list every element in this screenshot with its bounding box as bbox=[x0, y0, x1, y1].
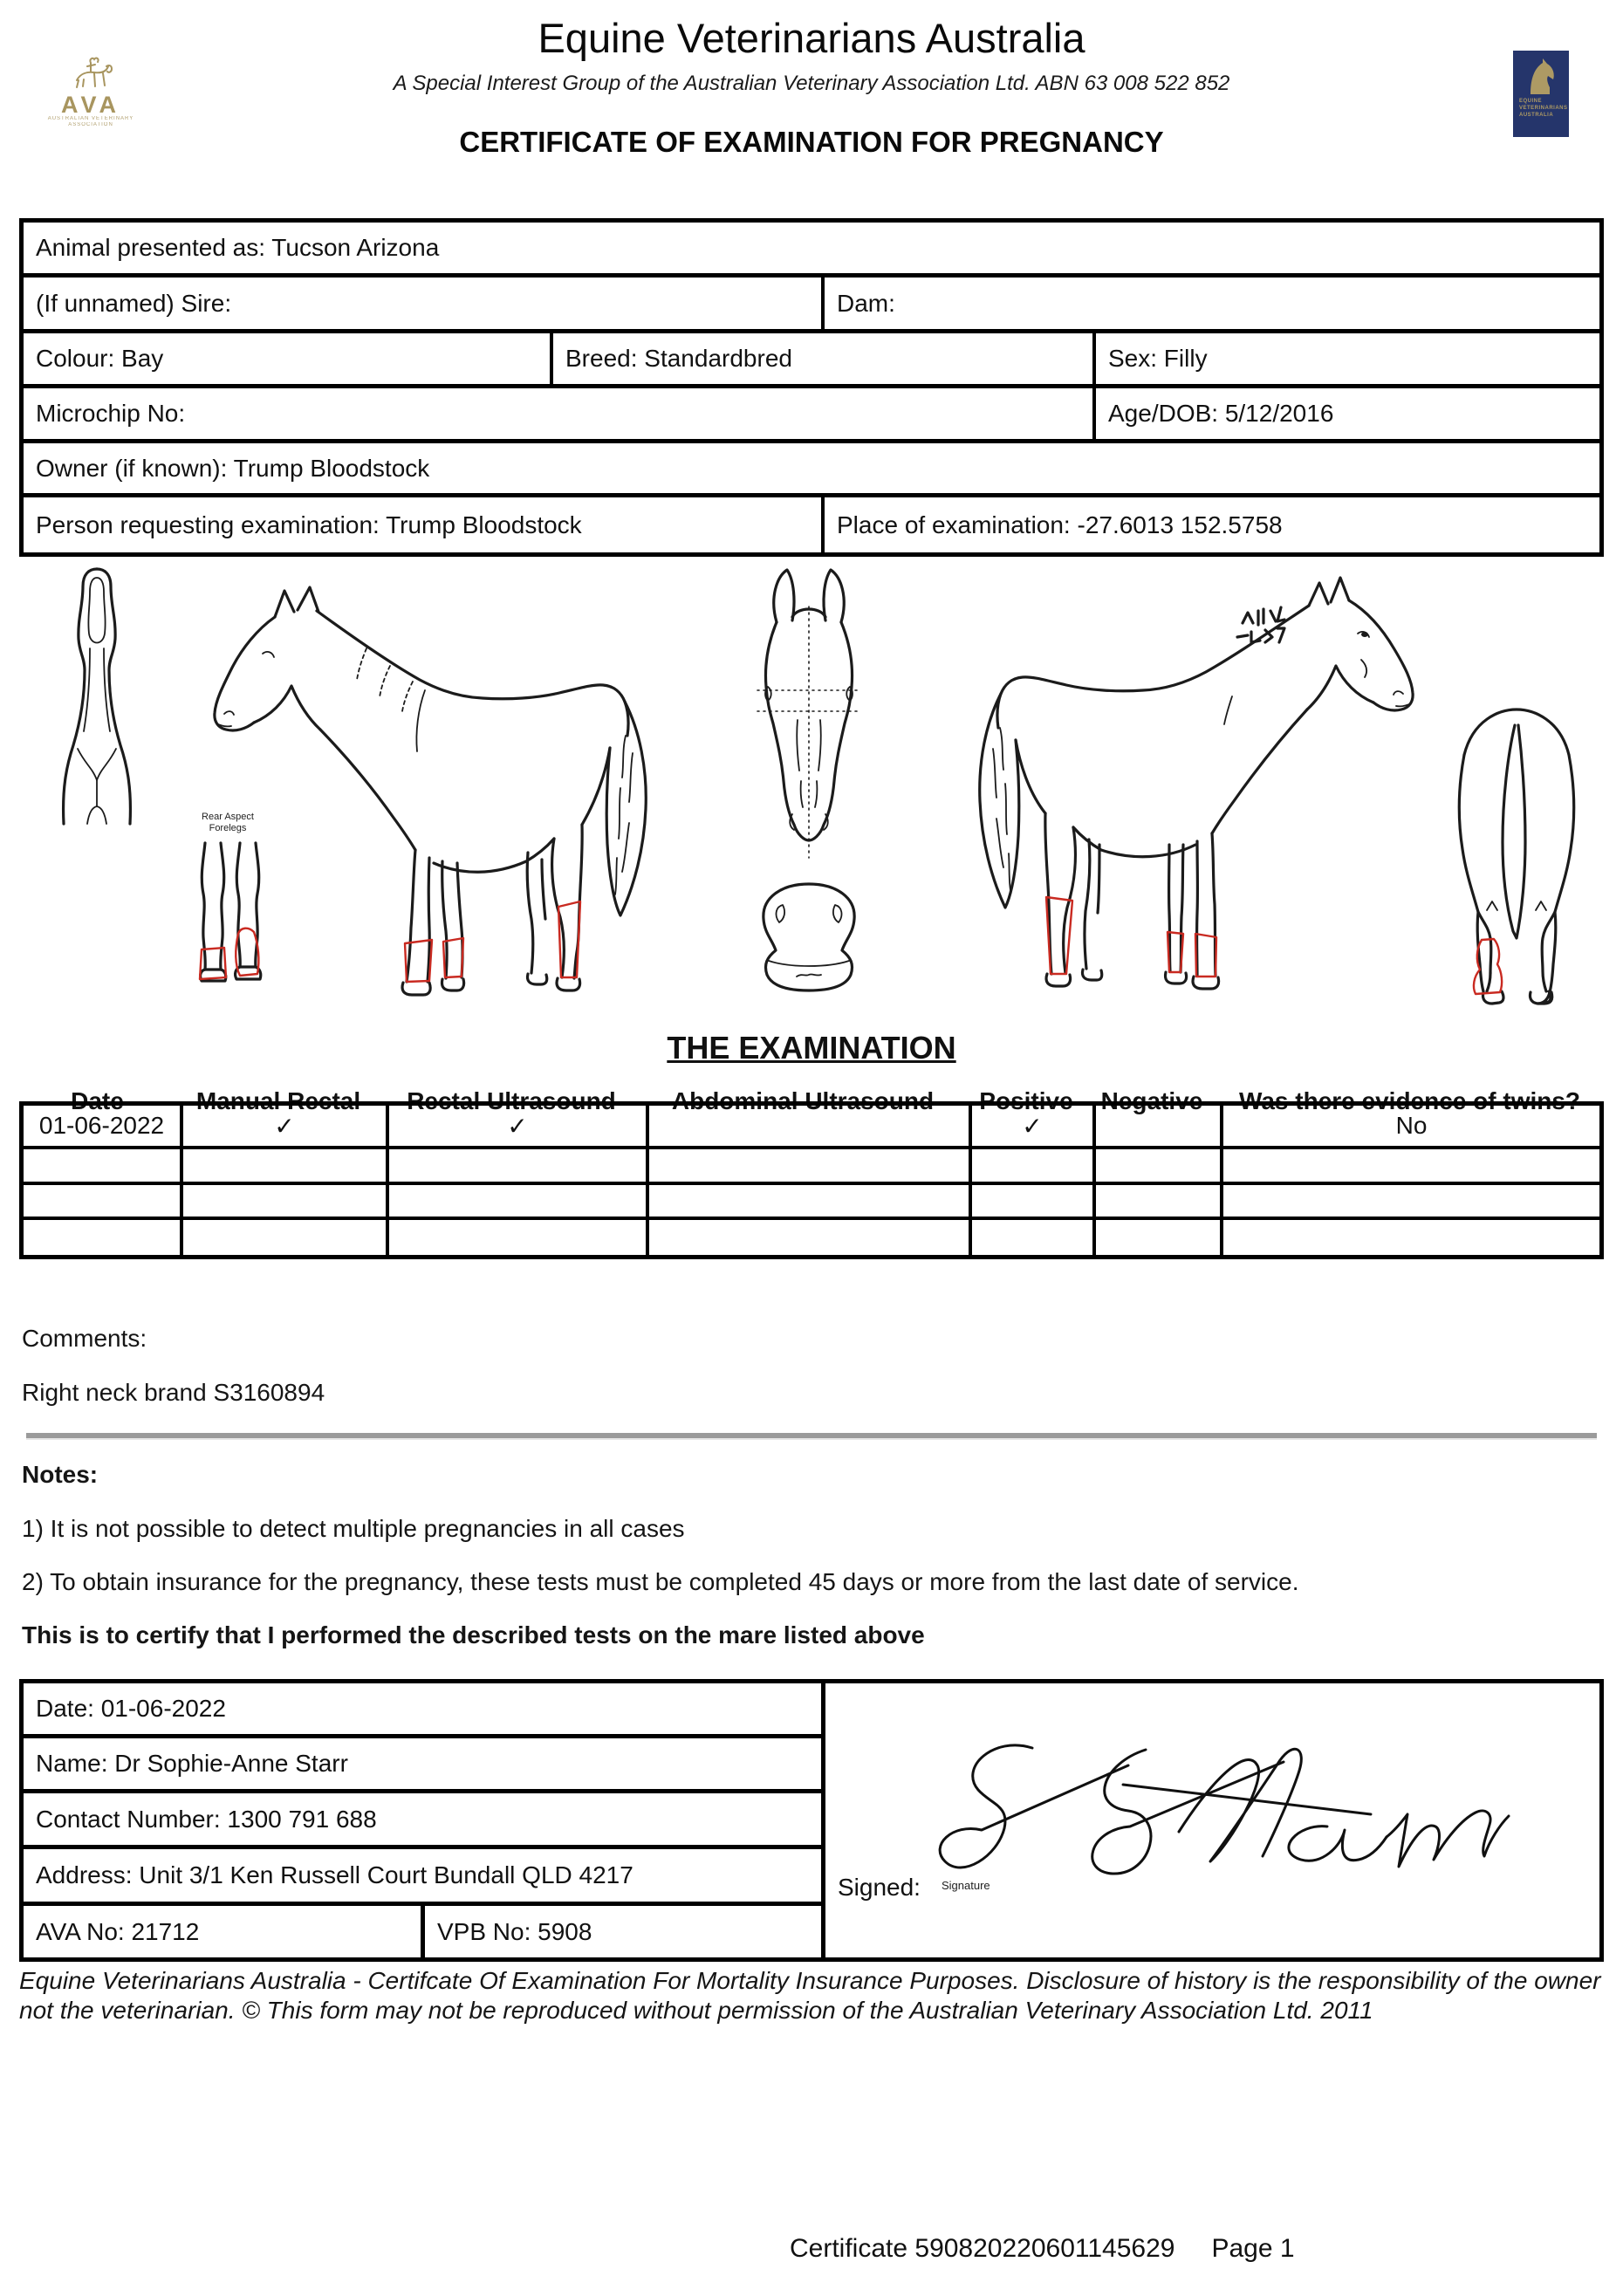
vet-vpb-no: VPB No: 5908 bbox=[421, 1906, 821, 1957]
exam-r1-positive: ✓ bbox=[969, 1106, 1092, 1146]
animal-details-table bbox=[19, 218, 1604, 557]
exam-r3-negative bbox=[1092, 1185, 1220, 1217]
certify-statement: This is to certify that I performed the described tests on the mare listed above bbox=[22, 1621, 925, 1648]
row-microchip-age bbox=[24, 384, 1599, 439]
vet-ava-no: AVA No: 21712 bbox=[36, 1917, 200, 1945]
vet-contact: Contact Number: 1300 791 688 bbox=[36, 1805, 377, 1833]
ava-subtext-line1: AUSTRALIAN VETERINARY bbox=[47, 116, 134, 121]
examination-title: THE EXAMINATION bbox=[667, 1030, 956, 1066]
footer-disclaimer-line1: Equine Veterinarians Australia - Certifcate Of Examination For Mortality Insurance Purposes. Disclosure of history is the responsibility of the owner bbox=[19, 1967, 1601, 1994]
exam-r2-negative bbox=[1092, 1149, 1220, 1182]
vet-name: Name: Dr Sophie-Anne Starr bbox=[36, 1750, 348, 1777]
exam-r4-negative bbox=[1092, 1220, 1220, 1255]
eva-text-line2: VETERINARIANS bbox=[1519, 106, 1568, 111]
eva-knight-icon bbox=[1525, 57, 1557, 95]
eva-logo bbox=[1513, 51, 1569, 137]
horse-ventral-neck-diagram bbox=[48, 565, 146, 832]
rear-aspect-label-line1: Rear Aspect bbox=[202, 812, 254, 822]
horse-muzzle-diagram bbox=[746, 877, 873, 997]
cell-age-dob: Age/DOB: 5/12/2016 bbox=[1092, 388, 1599, 439]
eva-text-line1: EQUINE bbox=[1519, 99, 1543, 104]
note-2: 2) To obtain insurance for the pregnancy, these tests must be completed 45 days or more from the last date of service. bbox=[22, 1568, 1299, 1595]
exam-r1-abdominal-ultrasound bbox=[646, 1106, 969, 1146]
header-abdominal-ultrasound: Abdominal Ultrasound bbox=[671, 1087, 935, 1114]
exam-r2-twins bbox=[1220, 1149, 1599, 1182]
page-subtitle: A Special Interest Group of the Australian Veterinary Association Ltd. ABN 63 008 522 852 bbox=[393, 72, 1230, 95]
note-1: 1) It is not possible to detect multiple pregnancies in all cases bbox=[22, 1515, 685, 1542]
row-colour-breed-sex bbox=[24, 329, 1599, 384]
veterinarian-table bbox=[19, 1679, 1604, 1962]
veterinarian-details bbox=[24, 1683, 821, 1957]
exam-r3-abdominal-ultrasound bbox=[646, 1185, 969, 1217]
rear-aspect-label-line2: Forelegs bbox=[209, 823, 247, 833]
notes-label: Notes: bbox=[22, 1461, 99, 1488]
exam-r2-abdominal-ultrasound bbox=[646, 1149, 969, 1182]
row-requester-place bbox=[24, 493, 1599, 552]
exam-r3-positive bbox=[969, 1185, 1092, 1217]
vet-date: Date: 01-06-2022 bbox=[36, 1695, 226, 1722]
header-manual-rectal: Manual Rectal bbox=[195, 1087, 361, 1114]
horse-right-side-diagram bbox=[890, 557, 1431, 1011]
header-negative: Negative bbox=[1100, 1087, 1203, 1114]
page-footer bbox=[790, 2234, 1332, 2264]
cell-dam: Dam: bbox=[821, 278, 1599, 329]
examination-table bbox=[19, 1101, 1604, 1259]
signature-caption: Signature bbox=[942, 1879, 990, 1892]
right-horse-foreleg-marking-near bbox=[1195, 934, 1216, 977]
header-rectal-ultrasound: Rectal Ultrasound bbox=[407, 1087, 616, 1114]
ava-subtext-line2: ASSOCIATION bbox=[68, 122, 113, 127]
exam-r2-date bbox=[24, 1149, 180, 1182]
exam-r3-manual-rectal bbox=[180, 1185, 386, 1217]
cell-breed: Breed: Standardbred bbox=[550, 333, 1092, 384]
exam-row-1 bbox=[24, 1106, 1599, 1146]
exam-r4-manual-rectal bbox=[180, 1220, 386, 1255]
exam-r1-manual-rectal: ✓ bbox=[180, 1106, 386, 1146]
exam-r1-rectal-ultrasound: ✓ bbox=[386, 1106, 646, 1146]
vet-address: Address: Unit 3/1 Ken Russell Court Bundall QLD 4217 bbox=[36, 1861, 633, 1888]
row-animal bbox=[24, 223, 1599, 273]
cell-microchip: Microchip No: bbox=[36, 400, 186, 427]
exam-r4-abdominal-ultrasound bbox=[646, 1220, 969, 1255]
exam-r4-positive bbox=[969, 1220, 1092, 1255]
header-twins: Was there evidence of twins? bbox=[1238, 1087, 1581, 1114]
exam-r3-date bbox=[24, 1185, 180, 1217]
ava-horse-rider-icon bbox=[66, 54, 115, 89]
exam-row-3 bbox=[24, 1182, 1599, 1217]
cell-sex: Sex: Filly bbox=[1092, 333, 1599, 384]
cell-colour: Colour: Bay bbox=[36, 345, 164, 372]
ava-acronym: AVA bbox=[61, 92, 120, 118]
exam-row-4 bbox=[24, 1217, 1599, 1255]
cell-owner: Owner (if known): Trump Bloodstock bbox=[36, 454, 430, 482]
header-date: Date bbox=[71, 1087, 124, 1114]
exam-r2-rectal-ultrasound bbox=[386, 1149, 646, 1182]
row-sire-dam bbox=[24, 273, 1599, 329]
header-positive: Positive bbox=[979, 1087, 1073, 1114]
comments-text: Right neck brand S3160894 bbox=[22, 1379, 325, 1406]
cell-place: Place of examination: -27.6013 152.5758 bbox=[821, 497, 1599, 552]
cell-animal-presented: Animal presented as: Tucson Arizona bbox=[36, 234, 440, 261]
exam-r2-manual-rectal bbox=[180, 1149, 386, 1182]
exam-r1-date: 01-06-2022 bbox=[38, 1112, 165, 1139]
footer-disclaimer-line2: not the veterinarian. © This form may not be reproduced without permission of the Australian Veterinary Association Ltd. 2011 bbox=[19, 1997, 1373, 2024]
exam-r3-rectal-ultrasound bbox=[386, 1185, 646, 1217]
section-divider bbox=[26, 1433, 1597, 1440]
signed-label: Signed: bbox=[838, 1874, 921, 1901]
exam-r4-date bbox=[24, 1220, 180, 1255]
cell-requester: Person requesting examination: Trump Bloodstock bbox=[36, 511, 582, 538]
certificate-number: Certificate 590820220601145629 bbox=[790, 2234, 1175, 2263]
horse-hindquarters-rear-diagram bbox=[1447, 703, 1586, 1006]
row-owner bbox=[24, 439, 1599, 493]
eva-text bbox=[1519, 98, 1569, 119]
page-title: Equine Veterinarians Australia bbox=[538, 15, 1085, 61]
cell-sire: (If unnamed) Sire: bbox=[36, 289, 232, 317]
exam-r1-twins: No bbox=[1220, 1106, 1599, 1146]
page-number: Page 1 bbox=[1211, 2234, 1295, 2263]
horse-left-side-diagram bbox=[188, 561, 689, 1006]
ava-logo bbox=[38, 54, 143, 128]
exam-r4-rectal-ultrasound bbox=[386, 1220, 646, 1255]
exam-r2-positive bbox=[969, 1149, 1092, 1182]
signature-cell bbox=[821, 1683, 1599, 1957]
exam-row-2 bbox=[24, 1146, 1599, 1182]
eva-text-line3: AUSTRALIA bbox=[1519, 113, 1554, 118]
horse-face-front-diagram bbox=[743, 563, 874, 864]
exam-r3-twins bbox=[1220, 1185, 1599, 1217]
exam-r1-negative bbox=[1092, 1106, 1220, 1146]
certificate-heading: CERTIFICATE OF EXAMINATION FOR PREGNANCY bbox=[459, 126, 1164, 158]
exam-r4-twins bbox=[1220, 1220, 1599, 1255]
signature-scribble bbox=[917, 1729, 1510, 1903]
comments-label: Comments: bbox=[22, 1325, 147, 1352]
